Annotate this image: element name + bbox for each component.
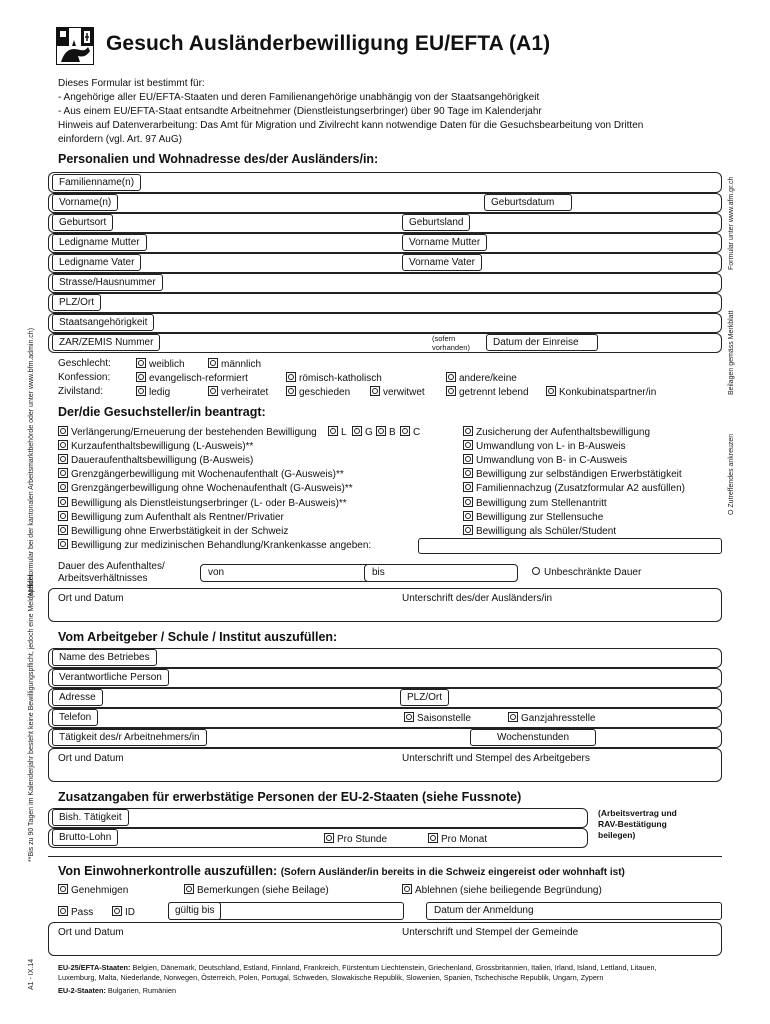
geschieden-label: geschieden <box>299 387 351 398</box>
bish-taetigkeit-label: Bish. Tätigkeit <box>52 809 129 826</box>
taetigkeit-label: Tätigkeit des/r Arbeitnehmers/in <box>52 729 207 746</box>
brutto-lohn-field[interactable] <box>48 828 588 848</box>
antrag-left-6-label: Bewilligung zum Aufenthalt als Rentner/Privatier <box>71 512 284 523</box>
antrag-left-6-checkbox[interactable] <box>58 511 284 524</box>
pro-stunde-label: Pro Stunde <box>337 834 388 845</box>
ausweis-b-checkbox[interactable] <box>376 426 396 439</box>
antrag-left-1-label: Kurzaufenthaltsbewilligung (L-Ausweis)** <box>71 441 254 452</box>
ort-datum-label-3: Ort und Datum <box>58 927 124 938</box>
footnote-eu25 <box>58 963 678 983</box>
ausweis-b-label: B <box>389 427 396 438</box>
signature-arbeitgeber-field[interactable] <box>48 748 722 782</box>
antrag-left-2-label: Daueraufenthaltsbewilligung (B-Ausweis) <box>71 455 254 466</box>
weiblich-label: weiblich <box>149 359 185 370</box>
telefon-label: Telefon <box>52 709 98 726</box>
antrag-left-8-checkbox[interactable] <box>58 539 371 552</box>
antrag-right-0-checkbox[interactable] <box>463 426 650 439</box>
genehmigen-checkbox[interactable] <box>58 884 128 897</box>
getrennt-checkbox[interactable] <box>446 386 529 399</box>
coat-of-arms-logo <box>56 27 94 65</box>
anmeldung-label: Datum der Anmeldung <box>434 905 534 916</box>
side-note-meldeformular: (Meldeformular bei der kantonalen Arbeitsmarktbehörde oder unter www.bfm.admin.ch) <box>28 327 35 598</box>
gueltig-bis-label: gültig bis <box>168 902 221 920</box>
verwitwet-checkbox[interactable] <box>370 386 425 399</box>
antrag-right-3-checkbox[interactable] <box>463 468 682 481</box>
unterschrift-gemeinde-label: Unterschrift und Stempel der Gemeinde <box>402 927 579 938</box>
evangelisch-label: evangelisch-reformiert <box>149 373 248 384</box>
dauer-von-input[interactable] <box>200 564 382 582</box>
ausweis-g-checkbox[interactable] <box>352 426 373 439</box>
antrag-right-0-label: Zusicherung der Aufenthaltsbewilligung <box>476 427 650 438</box>
verwitwet-label: verwitwet <box>383 387 425 398</box>
antrag-right-1-checkbox[interactable] <box>463 440 626 453</box>
saisonstelle-label: Saisonstelle <box>417 713 471 724</box>
unbeschraenkt-radio[interactable] <box>532 567 641 579</box>
ausweis-c-label: C <box>413 427 421 438</box>
einwohnerkontrolle-note: (Sofern Ausländer/in bereits in die Schweiz eingereist oder wohnhaft ist) <box>280 867 625 878</box>
antrag-left-3-label: Grenzgängerbewilligung mit Wochenaufenthalt (G-Ausweis)** <box>71 469 344 480</box>
antrag-left-0-label: Verlängerung/Erneuerung der bestehenden Bewilligung <box>71 427 317 438</box>
pass-checkbox[interactable] <box>58 906 93 919</box>
betrieb-label: Name des Betriebes <box>52 649 157 666</box>
antrag-left-5-label: Bewilligung als Dienstleistungserbringer (L- oder B-Ausweis)** <box>71 498 347 509</box>
strasse-label: Strasse/Hausnummer <box>52 274 163 291</box>
brutto-lohn-label: Brutto-Lohn <box>52 829 118 846</box>
antrag-right-2-label: Umwandlung von B- in C-Ausweis <box>476 455 628 466</box>
ort-datum-label-1: Ort und Datum <box>58 593 124 604</box>
adresse-label: Adresse <box>52 689 103 706</box>
antrag-left-2-checkbox[interactable] <box>58 454 253 467</box>
ablehnen-label: Ablehnen (siehe beiliegende Begründung) <box>415 885 602 896</box>
dauer-label-line1: Dauer des Aufenthaltes/ <box>58 561 165 572</box>
plz-ort-field[interactable] <box>48 293 722 313</box>
pro-monat-checkbox[interactable] <box>428 833 487 846</box>
intro-line-5: einfordern (vgl. Art. 97 AuG) <box>58 134 182 145</box>
side-note-meldepflicht: **Bis zu 90 Tagen im Kalenderjahr besteht keine Bewilligungspflicht, jedoch eine Meldepflicht <box>28 574 35 862</box>
antrag-right-4-label: Familiennachzug (Zusatzformular A2 ausfüllen) <box>476 483 685 494</box>
geburtsort-field[interactable] <box>48 213 722 233</box>
antrag-right-5-label: Bewilligung zum Stellenantritt <box>476 498 607 509</box>
andere-label: andere/keine <box>459 373 517 384</box>
pro-stunde-checkbox[interactable] <box>324 833 387 846</box>
ablehnen-checkbox[interactable] <box>402 884 602 897</box>
antrag-left-5-checkbox[interactable] <box>58 497 347 510</box>
katholisch-label: römisch-katholisch <box>299 373 382 384</box>
form-version: A1 - IX.14 <box>28 958 35 990</box>
ausweis-l-label: L <box>341 427 347 438</box>
antrag-right-2-checkbox[interactable] <box>463 454 627 467</box>
wochenstunden-label: Wochenstunden <box>470 729 596 746</box>
maennlich-checkbox[interactable] <box>208 358 261 371</box>
section-personalien-heading: Personalien und Wohnadresse des/der Ausländers/in: <box>58 152 379 166</box>
dauer-bis-label: bis <box>372 567 385 578</box>
antrag-left-3-checkbox[interactable] <box>58 468 344 481</box>
antrag-right-5-checkbox[interactable] <box>463 497 607 510</box>
zar-zemis-label: ZAR/ZEMIS Nummer <box>52 334 160 351</box>
bish-taetigkeit-field[interactable] <box>48 808 588 828</box>
side-note-beilagen: Beilagen gemäss Merkblatt <box>728 310 735 395</box>
antrag-right-1-label: Umwandlung von L- in B-Ausweis <box>476 441 626 452</box>
intro-line-2: - Angehörige aller EU/EFTA-Staaten und deren Familienangehörige unabhängig von der Staatsangehörigkeit <box>58 92 540 103</box>
telefon-field[interactable] <box>48 708 722 728</box>
antrag-left-8-label: Bewilligung zur medizinischen Behandlung/Krankenkasse angeben: <box>71 540 372 551</box>
bemerkungen-label: Bemerkungen (siehe Beilage) <box>197 885 329 896</box>
ledig-label: ledig <box>149 387 171 398</box>
section-arbeitgeber-heading: Vom Arbeitgeber / Schule / Institut auszufüllen: <box>58 630 338 644</box>
ausweis-g-label: G <box>365 427 373 438</box>
ganzjahresstelle-label: Ganzjahresstelle <box>521 713 596 724</box>
antrag-left-7-label: Bewilligung ohne Erwerbstätigkeit in der Schweiz <box>71 526 289 537</box>
andere-checkbox[interactable] <box>446 372 517 385</box>
pro-monat-label: Pro Monat <box>441 834 488 845</box>
katholisch-checkbox[interactable] <box>286 372 382 385</box>
ganzjahresstelle-checkbox[interactable] <box>508 712 595 725</box>
signature-auslaender-field[interactable] <box>48 588 722 622</box>
unterschrift-auslaender-label: Unterschrift des/der Ausländers/in <box>402 593 553 604</box>
plz-ort-label: PLZ/Ort <box>52 294 101 311</box>
ledigname-vater-field[interactable] <box>48 253 722 273</box>
ledigname-vater-label: Ledigname Vater <box>52 254 141 271</box>
evangelisch-checkbox[interactable] <box>136 372 248 385</box>
footnote-eu2 <box>58 986 678 996</box>
ledig-checkbox[interactable] <box>136 386 170 399</box>
intro-line-1: Dieses Formular ist bestimmt für: <box>58 78 205 89</box>
konfession-label: Konfession: <box>58 372 111 383</box>
id-checkbox[interactable] <box>112 906 135 919</box>
getrennt-label: getrennt lebend <box>459 387 529 398</box>
vorname-vater-label: Vorname Vater <box>402 254 482 271</box>
ort-datum-label-2: Ort und Datum <box>58 753 124 764</box>
verheiratet-checkbox[interactable] <box>208 386 268 399</box>
genehmigen-label: Genehmigen <box>71 885 129 896</box>
saisonstelle-checkbox[interactable] <box>404 712 471 725</box>
antrag-right-4-checkbox[interactable] <box>463 482 685 495</box>
footnote-eu2-label: EU-2-Staaten: <box>58 986 106 995</box>
ledigname-mutter-label: Ledigname Mutter <box>52 234 147 251</box>
antrag-left-4-label: Grenzgängerbewilligung ohne Wochenaufenthalt (G-Ausweis)** <box>71 483 353 494</box>
ledigname-mutter-field[interactable] <box>48 233 722 253</box>
unterschrift-arbeitgeber-label: Unterschrift und Stempel des Arbeitgebers <box>402 753 590 764</box>
vorname-field[interactable] <box>48 193 722 213</box>
familienname-label: Familienname(n) <box>52 174 141 191</box>
maennlich-label: männlich <box>221 359 262 370</box>
vorname-label: Vorname(n) <box>52 194 118 211</box>
verheiratet-label: verheiratet <box>221 387 269 398</box>
eu2-note-line2: RAV-Bestätigung <box>598 819 667 829</box>
geschieden-checkbox[interactable] <box>286 386 350 399</box>
ausweis-c-checkbox[interactable] <box>400 426 420 439</box>
antrag-left-7-checkbox[interactable] <box>58 525 288 538</box>
antrag-right-7-label: Bewilligung als Schüler/Student <box>476 526 617 537</box>
dauer-bis-input[interactable] <box>364 564 518 582</box>
form-title: Gesuch Ausländerbewilligung EU/EFTA (A1) <box>106 32 551 55</box>
arbeitgeber-plz-ort-label: PLZ/Ort <box>400 689 449 706</box>
antrag-right-6-checkbox[interactable] <box>463 511 603 524</box>
weiblich-checkbox[interactable] <box>136 358 185 371</box>
geschlecht-label: Geschlecht: <box>58 358 111 369</box>
footnote-eu25-text: Belgien, Dänemark, Deutschland, Estland, Finnland, Frankreich, Fürstentum Liechtenstein, Griechenland, Grossbritannien, Italien, Irland, Island, Lettland, Litauen, Luxemburg, Malta, Niederlande, Norwegen, Österreich, Polen, Portugal, Schweden, Slowakische Republik, Slowenien, Spanien, Tschechische Republik, Ungarn, Zypern <box>58 963 657 982</box>
footnote-eu25-label: EU-25/EFTA-Staaten: <box>58 963 131 972</box>
antrag-right-3-label: Bewilligung zur selbständigen Erwerbstätigkeit <box>476 469 682 480</box>
geburtsdatum-label: Geburtsdatum <box>484 194 572 211</box>
side-note-formular: Formular unter www.afm.gr.ch <box>728 176 735 270</box>
section-einwohnerkontrolle-heading: Von Einwohnerkontrolle auszufüllen: (Sofern Ausländer/in bereits in die Schweiz eingereist oder wohnhaft ist) <box>58 864 625 878</box>
eu2-note-line3: beilegen) <box>598 830 636 840</box>
staatsangehoerigkeit-label: Staatsangehörigkeit <box>52 314 154 331</box>
intro-line-4: Hinweis auf Datenverarbeitung: Das Amt für Migration und Zivilrecht kann notwendige Daten für die Gesuchsbearbeitung von Dritten <box>58 120 644 131</box>
familienname-field[interactable] <box>48 172 722 193</box>
antrag-left-0-checkbox[interactable] <box>58 426 317 439</box>
unbeschraenkt-label: Unbeschränkte Dauer <box>544 567 642 578</box>
pass-label: Pass <box>71 907 94 918</box>
section-beantragt-heading: Der/die Gesuchsteller/in beantragt: <box>58 405 266 419</box>
krankenkasse-input[interactable] <box>418 538 722 554</box>
adresse-field[interactable] <box>48 688 722 708</box>
dauer-label-line2: Arbeitsverhältnisses <box>58 573 148 584</box>
side-note-ankreuzen: O Zutreffendes ankreuzen <box>728 433 735 515</box>
intro-line-3: - Aus einem EU/EFTA-Staat entsandte Arbeitnehmer (Dienstleistungserbringer) über 90 Tage im Kalenderjahr <box>58 106 542 117</box>
section-eu2-heading: Zusatzangaben für erwerbstätige Personen der EU-2-Staaten (siehe Fussnote) <box>58 790 522 804</box>
geburtsland-label: Geburtsland <box>402 214 470 231</box>
konkubinat-checkbox[interactable] <box>546 386 656 399</box>
bemerkungen-checkbox[interactable] <box>184 884 329 897</box>
geburtsort-label: Geburtsort <box>52 214 113 231</box>
zivilstand-label: Zivilstand: <box>58 386 104 397</box>
vorname-mutter-label: Vorname Mutter <box>402 234 487 251</box>
footnote-eu2-text: Bulgarien, Rumänien <box>107 986 177 995</box>
einreise-label: Datum der Einreise <box>486 334 598 351</box>
antrag-left-1-checkbox[interactable] <box>58 440 253 453</box>
antrag-right-6-label: Bewilligung zur Stellensuche <box>476 512 604 523</box>
antrag-right-7-checkbox[interactable] <box>463 525 616 538</box>
section-divider <box>48 856 722 857</box>
id-label: ID <box>125 907 135 918</box>
konkubinat-label: Konkubinatspartner/in <box>559 387 657 398</box>
dauer-von-label: von <box>208 567 225 578</box>
antrag-left-4-checkbox[interactable] <box>58 482 353 495</box>
ausweis-l-checkbox[interactable] <box>328 426 347 439</box>
signature-gemeinde-field[interactable] <box>48 922 722 956</box>
verantwortlich-label: Verantwortliche Person <box>52 669 169 686</box>
sofern-note: (sofern vorhanden) <box>432 334 470 352</box>
eu2-note-line1: (Arbeitsvertrag und <box>598 808 677 818</box>
